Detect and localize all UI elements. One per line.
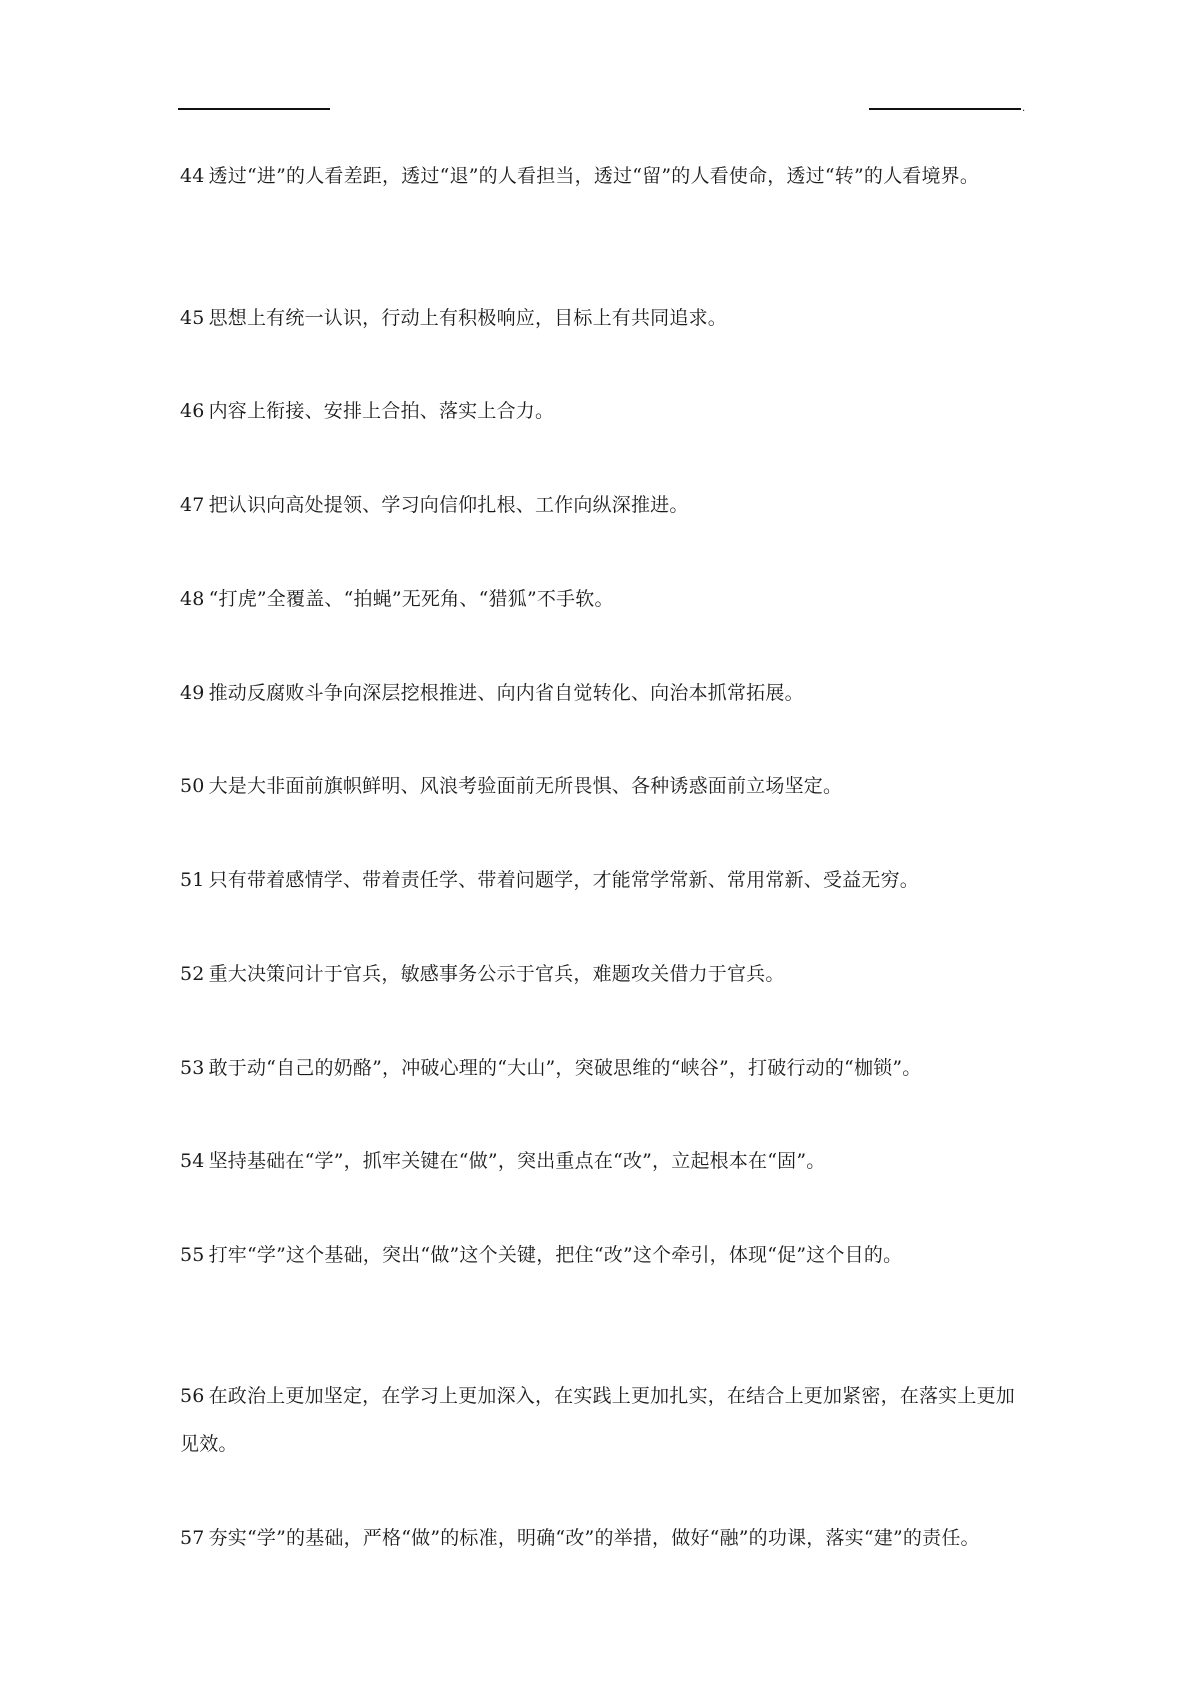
- item-text: “打虎”全覆盖、“拍蝇”无死角、“猎狐”不手软。: [208, 588, 614, 610]
- item-text: 重大决策问计于官兵，敏感事务公示于官兵，难题攻关借力于官兵。: [208, 963, 785, 985]
- item-number: 57: [180, 1527, 205, 1549]
- list-item-55: [180, 1231, 1022, 1279]
- item-number: 55: [180, 1244, 205, 1266]
- list-item-50: [180, 762, 1022, 810]
- list-item-51: [180, 856, 1022, 904]
- item-number: 54: [180, 1150, 205, 1172]
- item-text: 坚持基础在“学”，抓牢关键在“做”，突出重点在“改”，立起根本在“固”。: [208, 1150, 826, 1172]
- header-rule-right: [869, 108, 1021, 110]
- item-text: 大是大非面前旗帜鲜明、风浪考验面前无所畏惧、各种诱惑面前立场坚定。: [208, 775, 843, 797]
- list-item-44: [180, 152, 1022, 200]
- item-number: 52: [180, 963, 205, 985]
- item-number: 53: [180, 1057, 205, 1079]
- item-text: 夯实“学”的基础，严格“做”的标准，明确“改”的举措，做好“融”的功课，落实“建”的责任。: [208, 1527, 980, 1549]
- list-item-47: [180, 481, 1022, 529]
- list-item-53: [180, 1044, 1022, 1092]
- item-number: 46: [180, 400, 205, 422]
- list-item-48: [180, 575, 1022, 623]
- item-text: 在政治上更加坚定，在学习上更加深入，在实践上更加扎实，在结合上更加紧密，在落实上更加见效。: [180, 1385, 1015, 1455]
- item-number: 44: [180, 165, 205, 187]
- item-number: 48: [180, 588, 205, 610]
- item-number: 45: [180, 307, 205, 329]
- list-item-49: [180, 669, 1022, 717]
- item-text: 敢于动“自己的奶酪”，冲破心理的“大山”，突破思维的“峡谷”，打破行动的“枷锁”。: [208, 1057, 922, 1079]
- header-dot: .: [1022, 103, 1026, 114]
- list-item-45: [180, 294, 1022, 342]
- header-rule-left: [178, 108, 330, 110]
- item-number: 47: [180, 494, 205, 516]
- list-item-57: [180, 1514, 1022, 1562]
- item-number: 50: [180, 775, 205, 797]
- list-item-52: [180, 950, 1022, 998]
- item-text: 透过“进”的人看差距，透过“退”的人看担当，透过“留”的人看使命，透过“转”的人看境界。: [208, 165, 980, 187]
- item-text: 推动反腐败斗争向深层挖根推进、向内省自觉转化、向治本抓常拓展。: [208, 682, 804, 704]
- list-item-56: [180, 1372, 1022, 1468]
- list-item-54: [180, 1137, 1022, 1185]
- item-text: 把认识向高处提领、学习向信仰扎根、工作向纵深推进。: [208, 494, 689, 516]
- item-text: 打牢“学”这个基础，突出“做”这个关键，把住“改”这个牵引，体现“促”这个目的。: [208, 1244, 903, 1266]
- item-text: 只有带着感情学、带着责任学、带着问题学，才能常学常新、常用常新、受益无穷。: [208, 869, 919, 891]
- item-number: 56: [180, 1385, 205, 1407]
- item-number: 51: [180, 869, 205, 891]
- item-text: 思想上有统一认识，行动上有积极响应，目标上有共同追求。: [208, 307, 727, 329]
- list-item-46: [180, 387, 1022, 435]
- item-text: 内容上衔接、安排上合拍、落实上合力。: [208, 400, 555, 422]
- item-number: 49: [180, 682, 205, 704]
